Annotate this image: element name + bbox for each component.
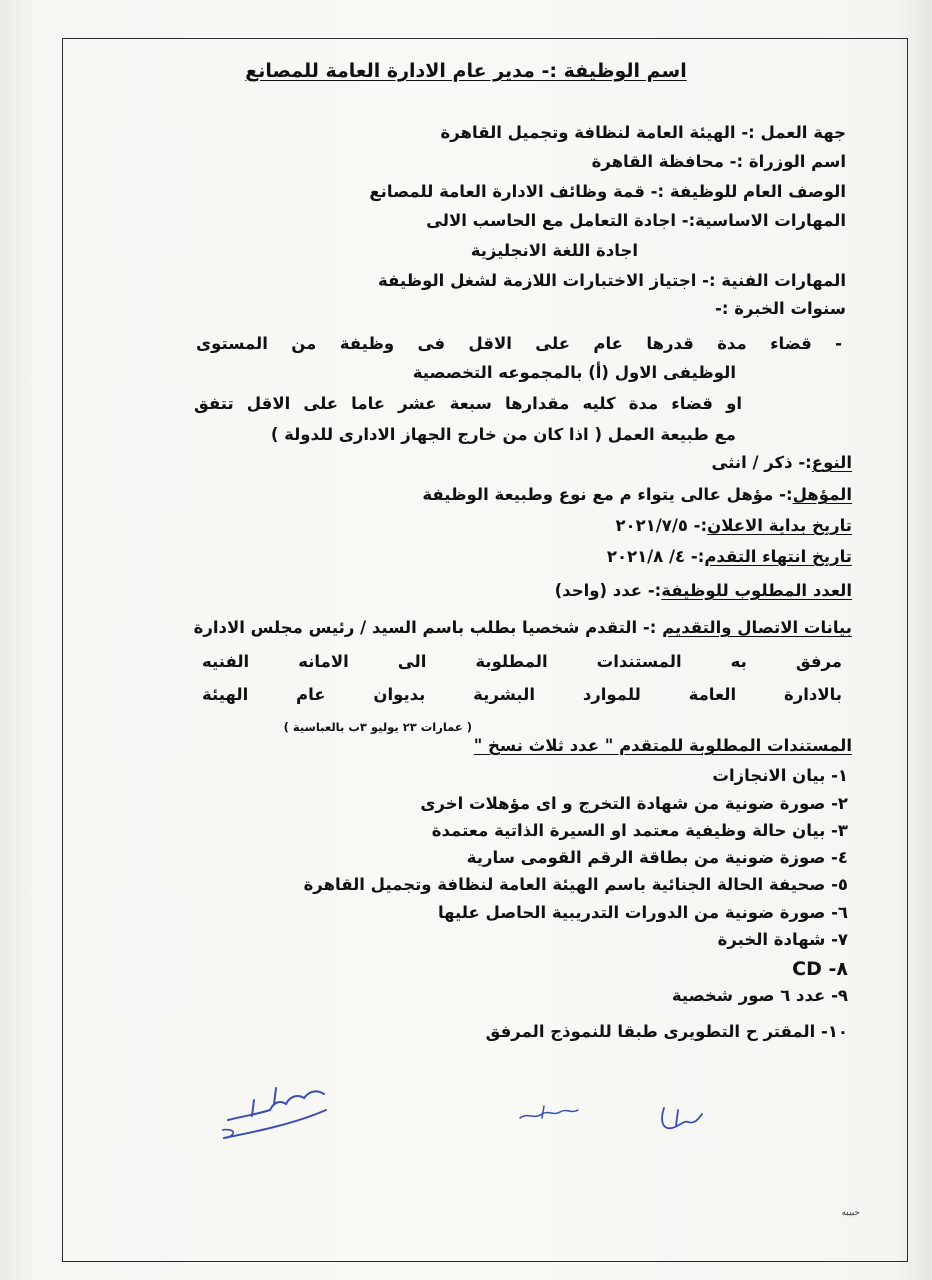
document-item-8: ٨- CD xyxy=(792,958,848,980)
document-item-4: ٤- صوزة ضونية من بطاقة الرقم القومى سارية xyxy=(466,848,848,867)
gender-value: :- ذكر / انثى xyxy=(711,453,812,472)
document-item-3: ٣- بيان حالة وظيفية معتمد او السيرة الذاتية معتمدة xyxy=(431,821,848,840)
contact-line-1 xyxy=(194,617,852,639)
count-value: :- عدد (واحد) xyxy=(554,581,662,600)
experience-line-4: مع طبيعة العمل ( اذا كان من خارج الجهاز الادارى للدولة ) xyxy=(270,425,736,444)
document-item-2: ٢- صورة ضونية من شهادة التخرج و اى مؤهلات اخرى xyxy=(420,794,848,813)
description-line: الوصف العام للوظيفة :- قمة وظائف الادارة العامة للمصانع xyxy=(369,182,846,201)
start-date-label: تاريخ بداية الاعلان xyxy=(707,516,852,535)
end-date-label: تاريخ انتهاء التقدم xyxy=(704,547,852,566)
count-label: العدد المطلوب للوظيفة xyxy=(661,581,852,600)
contact-label: بيانات الاتصال والتقديم xyxy=(662,618,852,637)
gender-line xyxy=(711,452,852,474)
document-item-7: ٧- شهادة الخبرة xyxy=(717,930,848,949)
end-date-value: :- ٤/ ٢٠٢١/٨ xyxy=(606,547,705,566)
ministry-line: اسم الوزراة :- محافظة القاهرة xyxy=(591,152,846,171)
employer-line: جهة العمل :- الهيئة العامة لنظافة وتجميل القاهرة xyxy=(440,123,846,142)
document-item-6: ٦- صورة ضونية من الدورات التدريبية الحاصل عليها xyxy=(437,903,848,922)
document-item-5: ٥- صحيفة الحالة الجنائية باسم الهيئة العامة لنظافة وتجميل القاهرة xyxy=(303,875,848,894)
documents-header: المستندات المطلوبة للمتقدم " عدد ثلاث نسخ " xyxy=(473,736,852,755)
gender-label: النوع xyxy=(811,453,852,472)
document-item-9: ٩- عدد ٦ صور شخصية xyxy=(671,986,848,1005)
contact-line-2: مرفق به المستندات المطلوبة الى الامانه الفنيه xyxy=(202,652,842,671)
experience-line-3: او قضاء مدة كليه مقدارها سبعة عشر عاما على الاقل تتفق xyxy=(194,394,742,413)
signature-middle xyxy=(514,1100,594,1130)
document-item-10: ١٠- المقتر ح التطويرى طبقا للنموذج المرفق xyxy=(485,1022,848,1041)
signature-left xyxy=(214,1080,344,1150)
contact-address: ( عمارات ٢٣ يوليو ٣ب بالعباسية ) xyxy=(283,720,472,734)
experience-line-2: الوظيفى الاول (أ) بالمجموعه التخصصية xyxy=(412,363,736,382)
qualification-label: المؤهل xyxy=(792,485,852,504)
experience-line-1: - قضاء مدة قدرها عام على الاقل فى وظيفة من المستوى xyxy=(196,334,842,353)
qualification-line xyxy=(422,484,852,506)
contact-value: :- التقدم شخصيا بطلب باسم السيد / رئيس مجلس الادارة xyxy=(193,618,663,637)
signature-right xyxy=(654,1100,714,1140)
basic-skills-line-2: اجادة اللغة الانجليزية xyxy=(470,241,638,260)
basic-skills-line: المهارات الاساسية:- اجادة التعامل مع الحاسب الالى xyxy=(426,211,846,230)
contact-line-3: بالادارة العامة للموارد البشرية بديوان عام الهيئة xyxy=(202,685,842,704)
technical-skills-line: المهارات الفنية :- اجتياز الاختبارات اللازمة لشغل الوظيفة xyxy=(377,271,846,290)
end-date-line xyxy=(607,546,852,568)
document-item-1: ١- بيان الانجازات xyxy=(712,766,848,785)
start-date-line xyxy=(615,515,852,537)
count-line xyxy=(555,580,852,602)
footer-initials: حبيبه xyxy=(841,1208,860,1218)
qualification-value: :- مؤهل عالى يتواء م مع نوع وطبيعة الوظيفة xyxy=(422,485,793,504)
job-title: اسم الوظيفة :- مدير عام الادارة العامة للمصانع xyxy=(245,60,687,82)
experience-label: سنوات الخبرة :- xyxy=(715,299,846,318)
start-date-value: :- ٢٠٢١/٧/٥ xyxy=(615,516,708,535)
